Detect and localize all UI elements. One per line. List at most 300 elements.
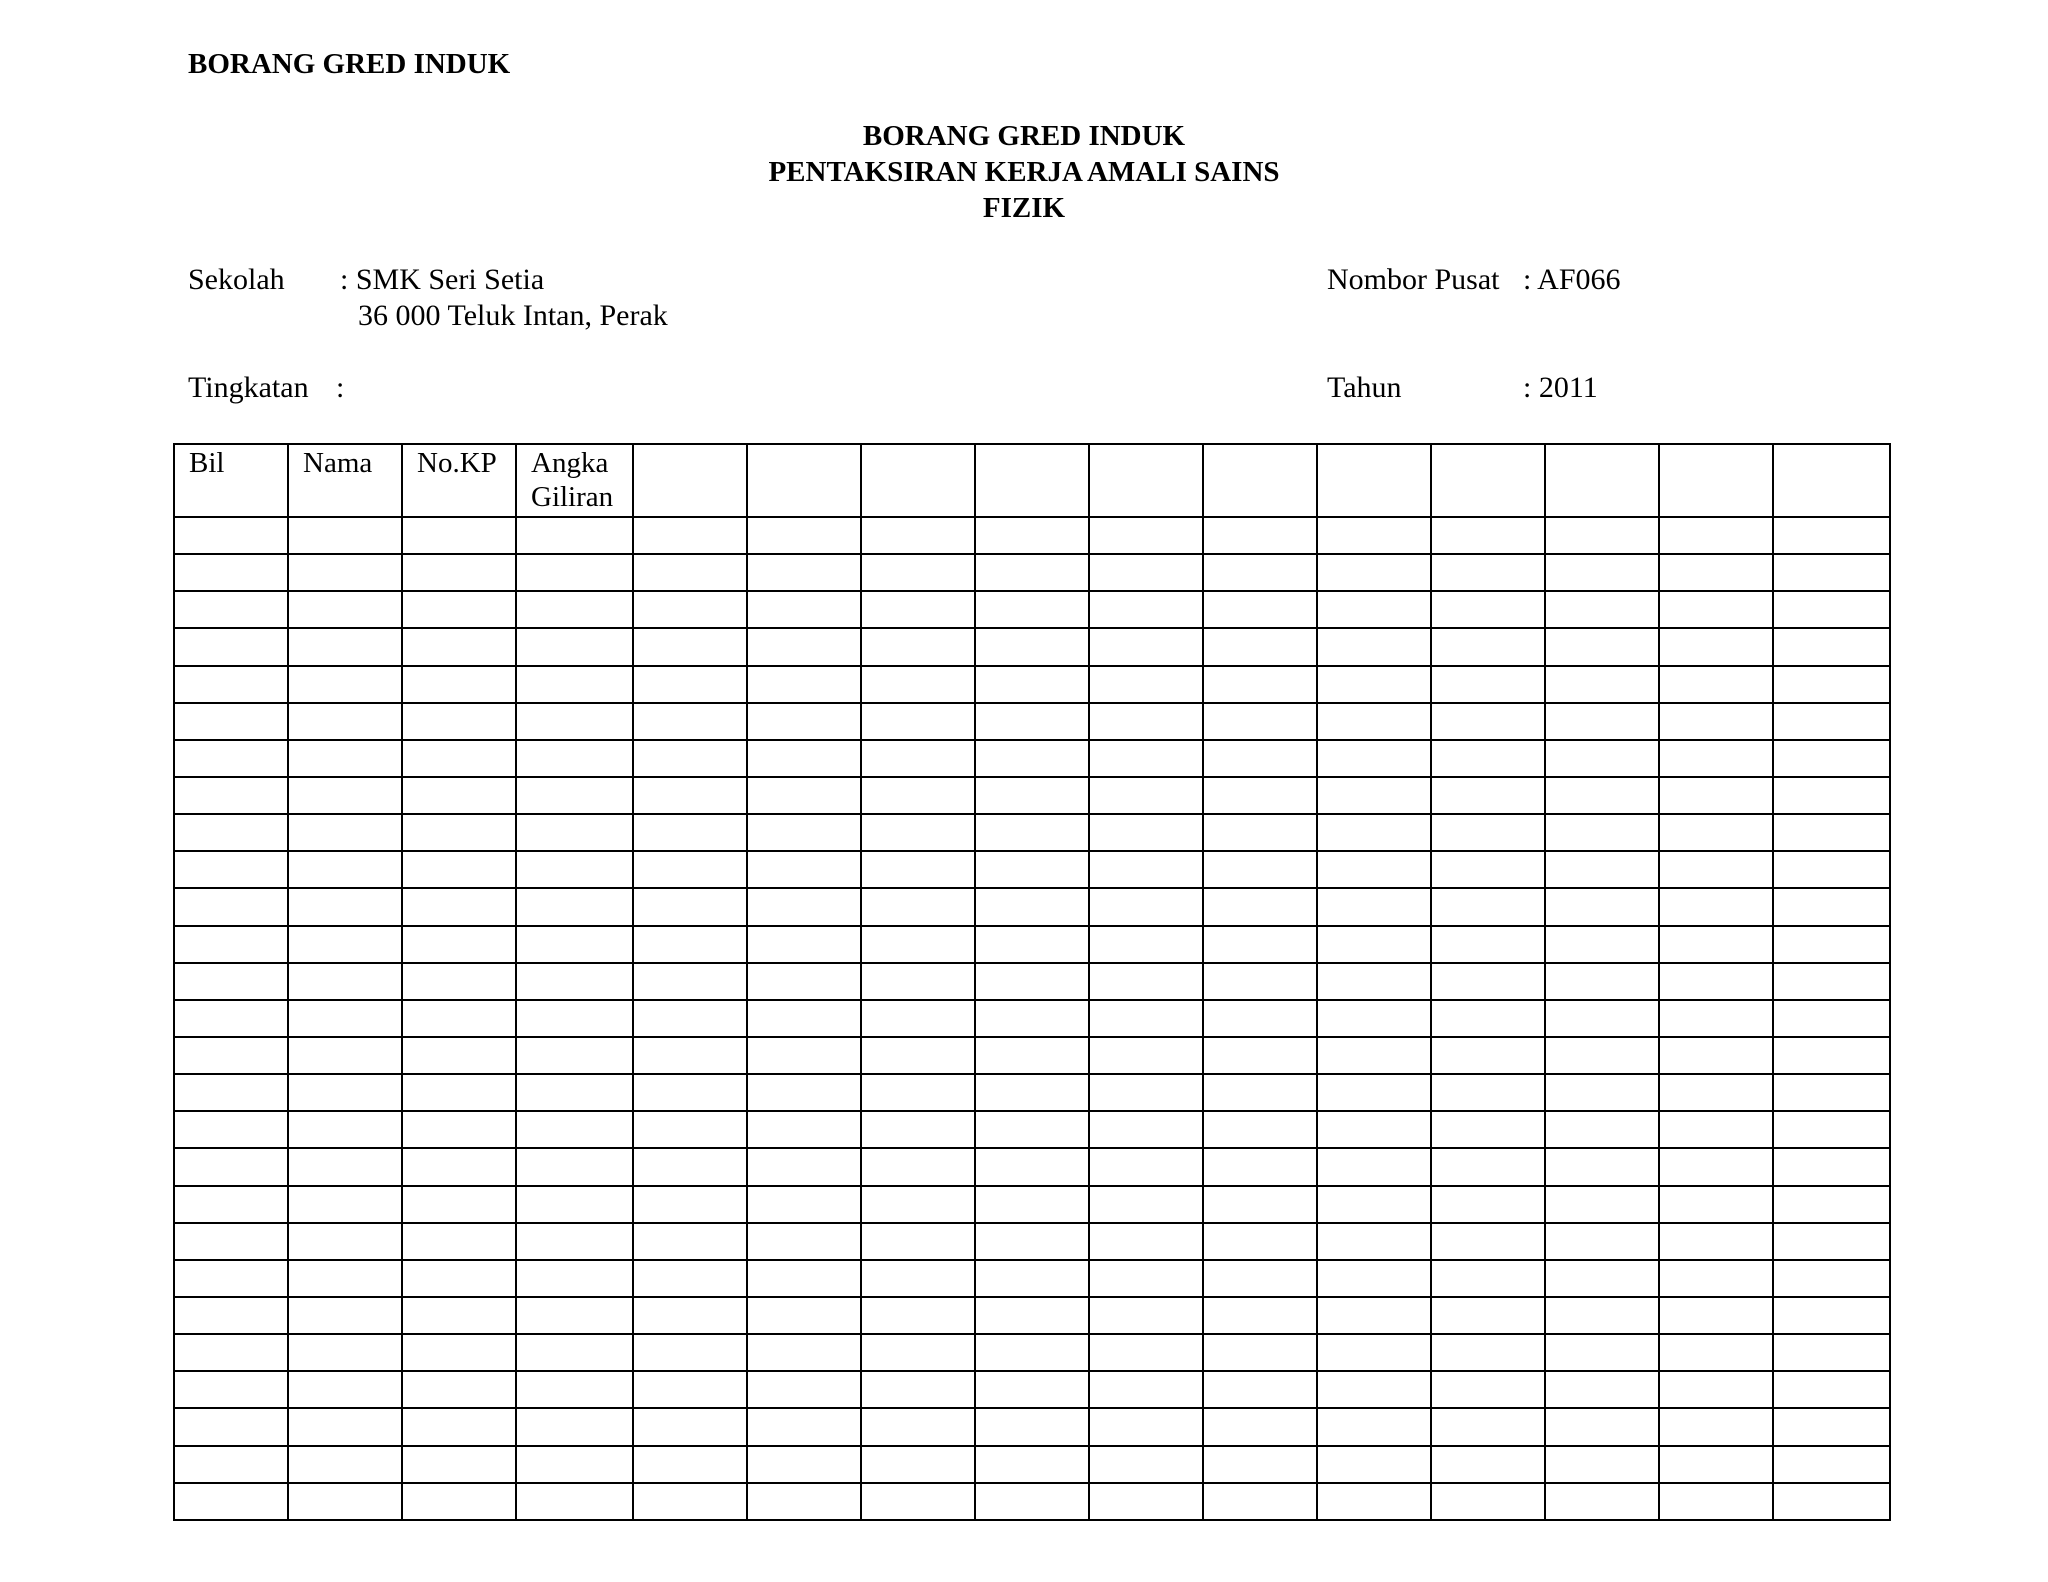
table-cell: [1545, 1408, 1659, 1445]
table-cell: [1773, 1074, 1890, 1111]
table-body: [174, 517, 1890, 1520]
table-cell: [975, 1446, 1089, 1483]
table-cell: [516, 851, 633, 888]
table-cell: [1773, 1371, 1890, 1408]
table-cell: [633, 1000, 747, 1037]
table-cell: [1545, 963, 1659, 1000]
table-cell: [402, 591, 516, 628]
table-cell: [402, 814, 516, 851]
table-cell: [1203, 628, 1317, 665]
table-cell: [975, 851, 1089, 888]
table-cell: [1089, 1074, 1203, 1111]
table-cell: [1317, 1483, 1431, 1520]
table-cell: [516, 1148, 633, 1185]
table-row: [174, 1260, 1890, 1297]
table-cell: [975, 517, 1089, 554]
table-cell: [633, 1111, 747, 1148]
table-cell: [1431, 926, 1545, 963]
table-cell: [516, 1037, 633, 1074]
table-cell: [1773, 1186, 1890, 1223]
table-cell: [1089, 591, 1203, 628]
table-cell: [861, 888, 975, 925]
table-cell: [975, 1111, 1089, 1148]
table-cell: [747, 1334, 861, 1371]
table-cell: [174, 517, 288, 554]
table-cell: [1545, 517, 1659, 554]
table-cell: [1431, 628, 1545, 665]
table-cell: [174, 1074, 288, 1111]
table-cell: [975, 777, 1089, 814]
table-cell: [1089, 1334, 1203, 1371]
table-cell: [1545, 1260, 1659, 1297]
table-cell: [1089, 814, 1203, 851]
table-cell: [516, 591, 633, 628]
table-cell: [288, 1483, 402, 1520]
table-cell: [174, 554, 288, 591]
table-cell: [174, 1223, 288, 1260]
table-cell: [1317, 1408, 1431, 1445]
table-cell: [975, 1186, 1089, 1223]
table-row: [174, 517, 1890, 554]
table-cell: [174, 740, 288, 777]
table-cell: [1089, 1186, 1203, 1223]
table-cell: [402, 851, 516, 888]
table-cell: [975, 628, 1089, 665]
table-cell: [174, 851, 288, 888]
table-cell: [747, 1000, 861, 1037]
table-cell: [1773, 814, 1890, 851]
table-cell: [747, 1148, 861, 1185]
table-cell: [516, 628, 633, 665]
table-cell: [1431, 1446, 1545, 1483]
table-cell: [288, 1260, 402, 1297]
table-cell: [516, 1483, 633, 1520]
table-cell: [516, 814, 633, 851]
table-cell: [516, 703, 633, 740]
table-cell: [174, 1334, 288, 1371]
title-line-2: PENTAKSIRAN KERJA AMALI SAINS: [768, 156, 1280, 188]
table-cell: [288, 740, 402, 777]
table-cell: [1431, 703, 1545, 740]
table-cell: [1773, 591, 1890, 628]
table-cell: [1659, 1408, 1773, 1445]
document-top-label: BORANG GRED INDUK: [188, 48, 511, 80]
table-cell: [1089, 1223, 1203, 1260]
table-cell: [1431, 1074, 1545, 1111]
table-cell: [633, 1334, 747, 1371]
table-cell: [1203, 554, 1317, 591]
table-cell: [633, 1446, 747, 1483]
table-cell: [1203, 1297, 1317, 1334]
table-cell: [1317, 1446, 1431, 1483]
table-cell: [1089, 1446, 1203, 1483]
table-cell: [174, 1483, 288, 1520]
column-header-blank: [1431, 444, 1545, 517]
column-header-bil: Bil: [174, 444, 288, 517]
table-cell: [861, 517, 975, 554]
tingkatan-label: Tingkatan: [188, 371, 309, 404]
table-cell: [1203, 1186, 1317, 1223]
table-cell: [1773, 517, 1890, 554]
table-cell: [633, 814, 747, 851]
table-cell: [288, 1111, 402, 1148]
table-cell: [288, 703, 402, 740]
table-cell: [975, 1148, 1089, 1185]
table-cell: [1431, 1037, 1545, 1074]
table-cell: [1317, 591, 1431, 628]
table-cell: [1773, 1037, 1890, 1074]
table-cell: [1203, 926, 1317, 963]
table-row: [174, 1297, 1890, 1334]
table-cell: [1545, 628, 1659, 665]
table-cell: [975, 1483, 1089, 1520]
table-row: [174, 1408, 1890, 1445]
table-cell: [288, 1074, 402, 1111]
table-cell: [1545, 740, 1659, 777]
table-cell: [975, 1334, 1089, 1371]
table-cell: [1773, 1260, 1890, 1297]
table-cell: [1089, 1297, 1203, 1334]
table-cell: [861, 963, 975, 1000]
table-cell: [1431, 963, 1545, 1000]
table-cell: [1773, 1408, 1890, 1445]
column-header-blank: [1773, 444, 1890, 517]
table-cell: [1203, 1111, 1317, 1148]
table-cell: [402, 888, 516, 925]
table-row: [174, 1446, 1890, 1483]
table-cell: [1545, 1000, 1659, 1037]
table-cell: [861, 1371, 975, 1408]
table-cell: [1659, 1334, 1773, 1371]
table-cell: [1089, 1111, 1203, 1148]
table-row: [174, 926, 1890, 963]
table-cell: [633, 591, 747, 628]
table-cell: [516, 888, 633, 925]
column-header-blank: [1659, 444, 1773, 517]
sekolah-label: Sekolah: [188, 263, 285, 296]
table-cell: [1545, 888, 1659, 925]
table-header-row: [174, 444, 1890, 517]
table-cell: [288, 1223, 402, 1260]
table-row: [174, 1186, 1890, 1223]
table-row: [174, 554, 1890, 591]
table-cell: [1545, 703, 1659, 740]
table-cell: [516, 1371, 633, 1408]
table-cell: [1431, 517, 1545, 554]
table-cell: [1317, 1297, 1431, 1334]
table-cell: [288, 1037, 402, 1074]
table-cell: [1203, 1483, 1317, 1520]
table-cell: [1773, 1334, 1890, 1371]
table-cell: [1773, 1297, 1890, 1334]
table-cell: [1317, 1334, 1431, 1371]
table-cell: [174, 1408, 288, 1445]
table-cell: [402, 1446, 516, 1483]
table-cell: [1431, 1297, 1545, 1334]
table-cell: [1545, 1483, 1659, 1520]
table-cell: [633, 517, 747, 554]
table-cell: [633, 703, 747, 740]
table-cell: [516, 1408, 633, 1445]
table-cell: [975, 1037, 1089, 1074]
table-cell: [1659, 963, 1773, 1000]
table-cell: [747, 1371, 861, 1408]
table-cell: [1317, 628, 1431, 665]
table-cell: [288, 1334, 402, 1371]
table-cell: [288, 1371, 402, 1408]
table-cell: [1317, 517, 1431, 554]
tahun-label: Tahun: [1327, 371, 1402, 404]
table-cell: [633, 888, 747, 925]
table-cell: [633, 777, 747, 814]
table-cell: [1203, 591, 1317, 628]
table-cell: [1659, 1260, 1773, 1297]
table-cell: [633, 1483, 747, 1520]
table-cell: [1545, 1148, 1659, 1185]
table-cell: [1431, 1483, 1545, 1520]
table-cell: [1545, 591, 1659, 628]
table-cell: [516, 777, 633, 814]
column-header-blank: [861, 444, 975, 517]
table-cell: [747, 591, 861, 628]
table-cell: [1659, 554, 1773, 591]
table-cell: [402, 628, 516, 665]
table-cell: [516, 517, 633, 554]
table-cell: [1659, 1000, 1773, 1037]
table-cell: [174, 1297, 288, 1334]
table-cell: [1545, 926, 1659, 963]
table-cell: [1089, 554, 1203, 591]
table-cell: [1773, 740, 1890, 777]
table-cell: [633, 1371, 747, 1408]
table-cell: [633, 1260, 747, 1297]
table-row: [174, 703, 1890, 740]
table-cell: [861, 703, 975, 740]
tahun-value: : 2011: [1523, 371, 1598, 404]
table-cell: [861, 1483, 975, 1520]
table-cell: [402, 1371, 516, 1408]
table-cell: [174, 591, 288, 628]
table-cell: [861, 1186, 975, 1223]
table-cell: [174, 963, 288, 1000]
table-cell: [975, 554, 1089, 591]
table-cell: [174, 628, 288, 665]
table-cell: [1659, 814, 1773, 851]
table-cell: [1431, 1148, 1545, 1185]
table-cell: [1203, 777, 1317, 814]
table-cell: [174, 703, 288, 740]
table-cell: [1773, 926, 1890, 963]
table-cell: [633, 1297, 747, 1334]
table-cell: [1089, 963, 1203, 1000]
table-cell: [1317, 777, 1431, 814]
table-cell: [633, 1074, 747, 1111]
table-cell: [747, 1297, 861, 1334]
table-cell: [1317, 740, 1431, 777]
table-cell: [288, 1446, 402, 1483]
table-cell: [1431, 1260, 1545, 1297]
table-cell: [747, 1223, 861, 1260]
table-cell: [174, 1148, 288, 1185]
table-row: [174, 740, 1890, 777]
table-cell: [288, 926, 402, 963]
table-cell: [1317, 554, 1431, 591]
table-cell: [516, 1297, 633, 1334]
table-cell: [288, 1408, 402, 1445]
table-cell: [1545, 1223, 1659, 1260]
table-cell: [1203, 1408, 1317, 1445]
table-cell: [1545, 1371, 1659, 1408]
column-header-blank: [1089, 444, 1203, 517]
table-cell: [288, 554, 402, 591]
nombor-pusat-label: Nombor Pusat: [1327, 263, 1500, 296]
sekolah-address: 36 000 Teluk Intan, Perak: [358, 299, 668, 332]
table-cell: [516, 1223, 633, 1260]
table-cell: [747, 814, 861, 851]
table-cell: [1089, 628, 1203, 665]
table-cell: [1317, 963, 1431, 1000]
table-cell: [975, 740, 1089, 777]
table-cell: [288, 963, 402, 1000]
table-cell: [402, 740, 516, 777]
column-header-blank: [1317, 444, 1431, 517]
table-cell: [1659, 1223, 1773, 1260]
table-cell: [1317, 1186, 1431, 1223]
table-cell: [975, 1223, 1089, 1260]
table-cell: [288, 666, 402, 703]
table-cell: [975, 888, 1089, 925]
table-cell: [1317, 926, 1431, 963]
table-row: [174, 1483, 1890, 1520]
table-cell: [516, 740, 633, 777]
table-cell: [747, 554, 861, 591]
table-cell: [1659, 1186, 1773, 1223]
table-cell: [288, 851, 402, 888]
table-cell: [1089, 740, 1203, 777]
table-cell: [633, 1148, 747, 1185]
table-cell: [1089, 1037, 1203, 1074]
table-cell: [975, 1260, 1089, 1297]
table-cell: [1089, 1483, 1203, 1520]
table-cell: [633, 926, 747, 963]
table-cell: [516, 963, 633, 1000]
table-cell: [975, 1297, 1089, 1334]
table-cell: [516, 1186, 633, 1223]
table-cell: [174, 926, 288, 963]
table-cell: [1317, 851, 1431, 888]
table-cell: [1203, 1446, 1317, 1483]
table-cell: [1659, 777, 1773, 814]
table-cell: [402, 1000, 516, 1037]
table-cell: [861, 591, 975, 628]
table-cell: [861, 1260, 975, 1297]
table-cell: [975, 591, 1089, 628]
table-cell: [288, 591, 402, 628]
table-cell: [1545, 554, 1659, 591]
table-cell: [861, 628, 975, 665]
table-cell: [747, 1483, 861, 1520]
table-cell: [288, 1186, 402, 1223]
table-cell: [174, 666, 288, 703]
table-cell: [1203, 1074, 1317, 1111]
table-cell: [1203, 703, 1317, 740]
table-cell: [1203, 1000, 1317, 1037]
table-cell: [861, 1000, 975, 1037]
table-cell: [1317, 1148, 1431, 1185]
table-cell: [1659, 1371, 1773, 1408]
table-cell: [861, 814, 975, 851]
table-cell: [975, 926, 1089, 963]
table-cell: [1773, 666, 1890, 703]
table-row: [174, 1037, 1890, 1074]
table-cell: [516, 1260, 633, 1297]
table-cell: [402, 1297, 516, 1334]
table-cell: [1659, 1446, 1773, 1483]
sekolah-value: : SMK Seri Setia: [340, 263, 545, 296]
table-cell: [1203, 666, 1317, 703]
table-cell: [288, 814, 402, 851]
table-row: [174, 963, 1890, 1000]
table-cell: [1773, 963, 1890, 1000]
table-cell: [516, 1334, 633, 1371]
table-cell: [402, 1186, 516, 1223]
table-cell: [402, 517, 516, 554]
table-cell: [1659, 517, 1773, 554]
table-cell: [1545, 1037, 1659, 1074]
table-cell: [1431, 888, 1545, 925]
table-cell: [747, 851, 861, 888]
table-cell: [633, 554, 747, 591]
table-cell: [861, 1148, 975, 1185]
table-cell: [1659, 926, 1773, 963]
table-cell: [1203, 1148, 1317, 1185]
table-cell: [1773, 888, 1890, 925]
table-cell: [402, 777, 516, 814]
table-cell: [1203, 851, 1317, 888]
table-cell: [633, 666, 747, 703]
table-cell: [1659, 591, 1773, 628]
table-cell: [1203, 1223, 1317, 1260]
table-cell: [747, 740, 861, 777]
table-cell: [1203, 1260, 1317, 1297]
table-cell: [174, 1260, 288, 1297]
table-cell: [1773, 1111, 1890, 1148]
table-cell: [633, 1037, 747, 1074]
column-header-angka-giliran: Angka Giliran: [516, 444, 633, 517]
column-header-blank: [1203, 444, 1317, 517]
table-cell: [1089, 703, 1203, 740]
table-cell: [861, 1446, 975, 1483]
table-row: [174, 1074, 1890, 1111]
table-row: [174, 888, 1890, 925]
table-cell: [516, 1111, 633, 1148]
table-cell: [1431, 1334, 1545, 1371]
table-cell: [1773, 777, 1890, 814]
table-cell: [1317, 1037, 1431, 1074]
table-cell: [861, 926, 975, 963]
table-row: [174, 666, 1890, 703]
table-row: [174, 1371, 1890, 1408]
table-cell: [1659, 1483, 1773, 1520]
table-cell: [1317, 814, 1431, 851]
table-cell: [1089, 1260, 1203, 1297]
table-cell: [861, 1223, 975, 1260]
table-cell: [402, 1483, 516, 1520]
table-cell: [174, 777, 288, 814]
table-cell: [1089, 1148, 1203, 1185]
table-cell: [1089, 926, 1203, 963]
table-cell: [1545, 777, 1659, 814]
